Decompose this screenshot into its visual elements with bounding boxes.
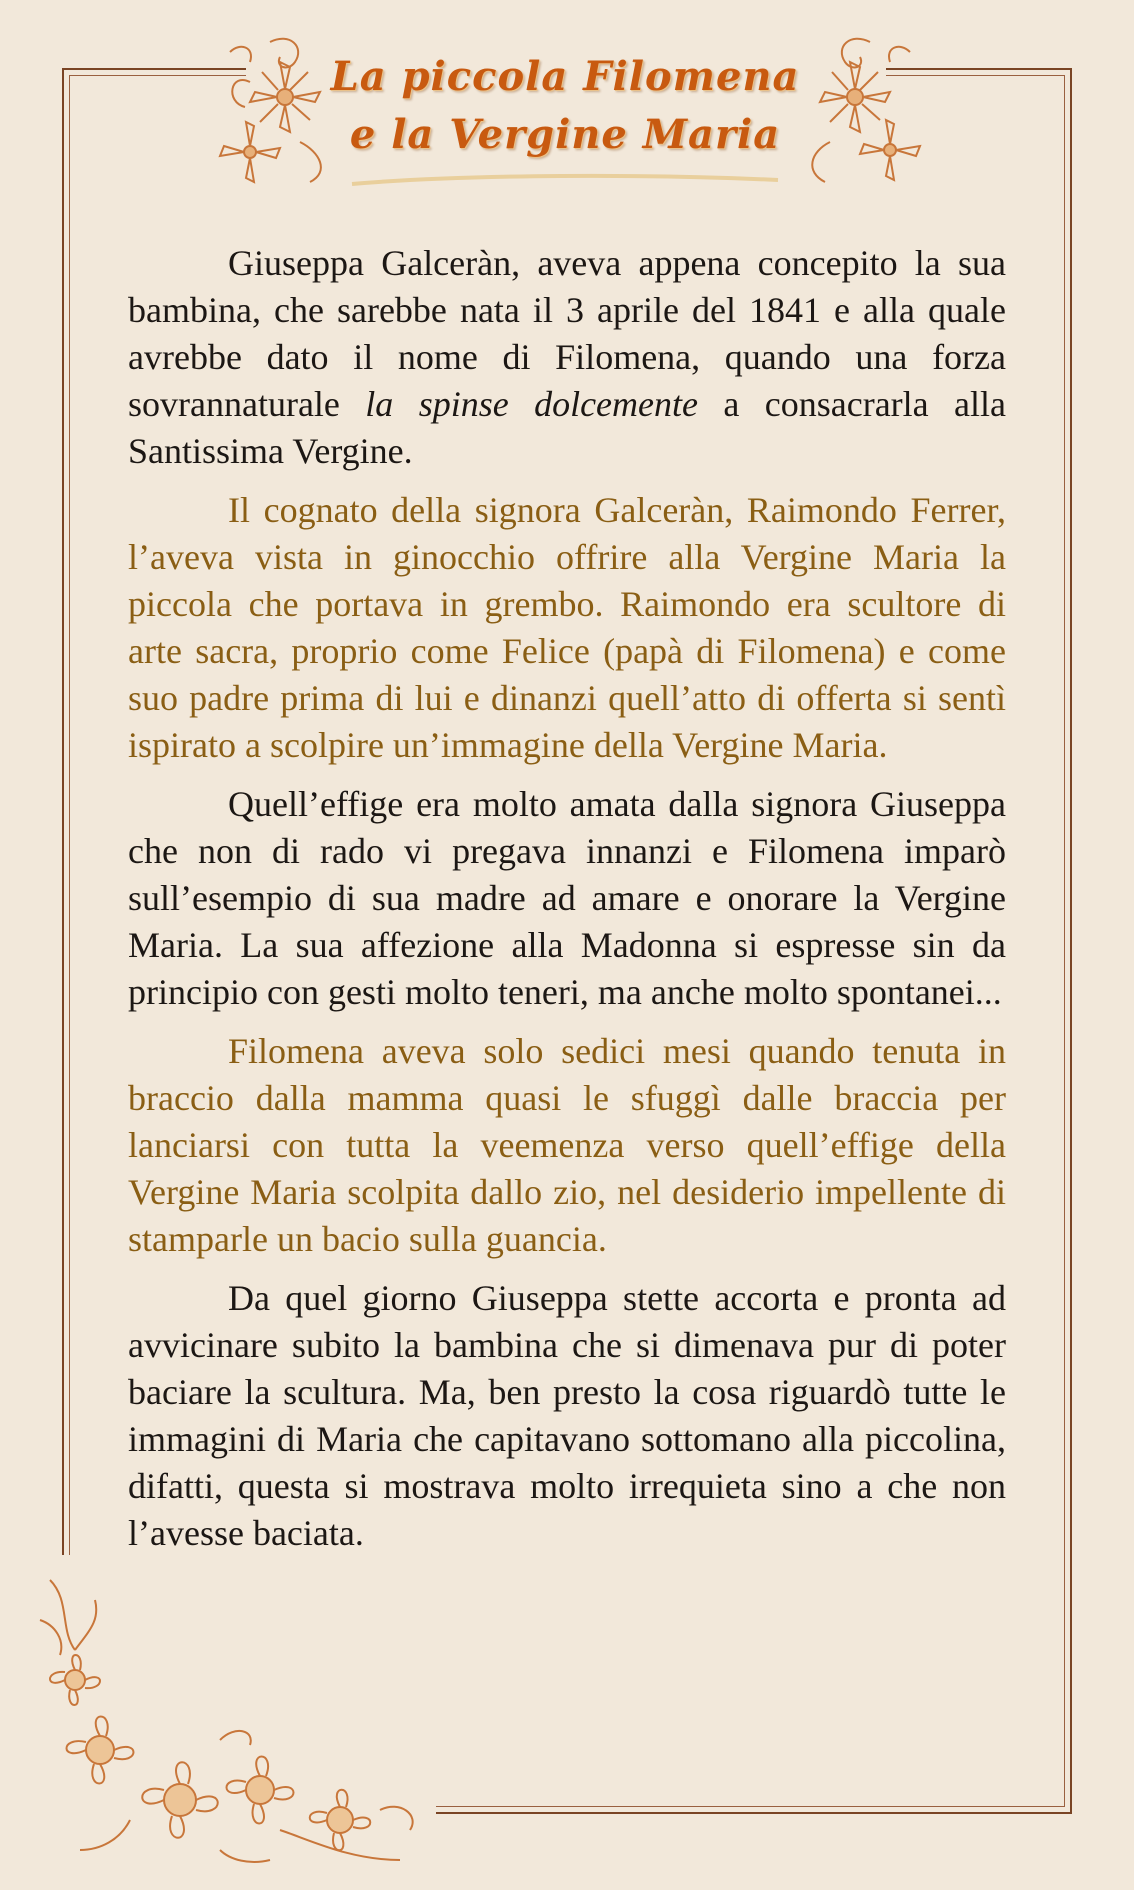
floral-ornament-icon [780,22,930,192]
title-underline [350,172,780,188]
paragraph-1-emphasis: la spinse dolcemente [365,384,698,424]
page-title [330,48,800,188]
paragraph-5: Da quel giorno Giuseppa stette accorta e pronta ad avvicinare subito la bambina che si dimenava pur di poter baciare la scultura. Ma, ben presto la cosa riguardò tutte le immagini di Maria che capitavano sottomano alla piccolina, difatti, questa si mostrava molto irrequieta sino a che non l’avesse baciata. [128,1278,1006,1553]
paragraph-1-text-b: a consacrarla alla Santissima Vergine. [128,384,1006,471]
paragraph-1 [128,240,1006,475]
paragraph-1-text-a: Giuseppa Galceràn, aveva appena concepito la sua bambina, che sarebbe nata il 3 aprile del 1841 e alla quale avrebbe dato il nome di Filomena, quando una forza sovrannaturale [128,243,1006,424]
paragraph-2: Il cognato della signora Galceràn, Raimondo Ferrer, l’aveva vista in ginocchio offrire alla Vergine Maria la piccola che portava in grembo. Raimondo era scultore di arte sacra, proprio come Felice (papà di Filomena) e come suo padre prima di lui e dinanzi quell’atto di offerta si sentì ispirato a scolpire un’immagine della Vergine Maria. [128,490,1006,765]
title-line-1: La piccola Filomena [330,53,800,100]
article-body [128,240,1006,1569]
title-line-2: e la Vergine Maria [349,111,781,158]
paragraph-3: Quell’effige era molto amata dalla signora Giuseppa che non di rado vi pregava innanzi e Filomena imparò sull’esempio di sua madre ad amare e onorare la Vergine Maria. La sua affezione alla Madonna si espresse sin da principio con gesti molto teneri, ma anche molto spontanei... [128,784,1006,1012]
paragraph-4: Filomena aveva solo sedici mesi quando tenuta in braccio dalla mamma quasi le sfuggì dalle braccia per lanciarsi con tutta la veemenza verso quell’effige della Vergine Maria scolpita dallo zio, nel desiderio impellente di stamparle un bacio sulla guancia. [128,1031,1006,1259]
floral-ornament-icon [20,1560,440,1870]
